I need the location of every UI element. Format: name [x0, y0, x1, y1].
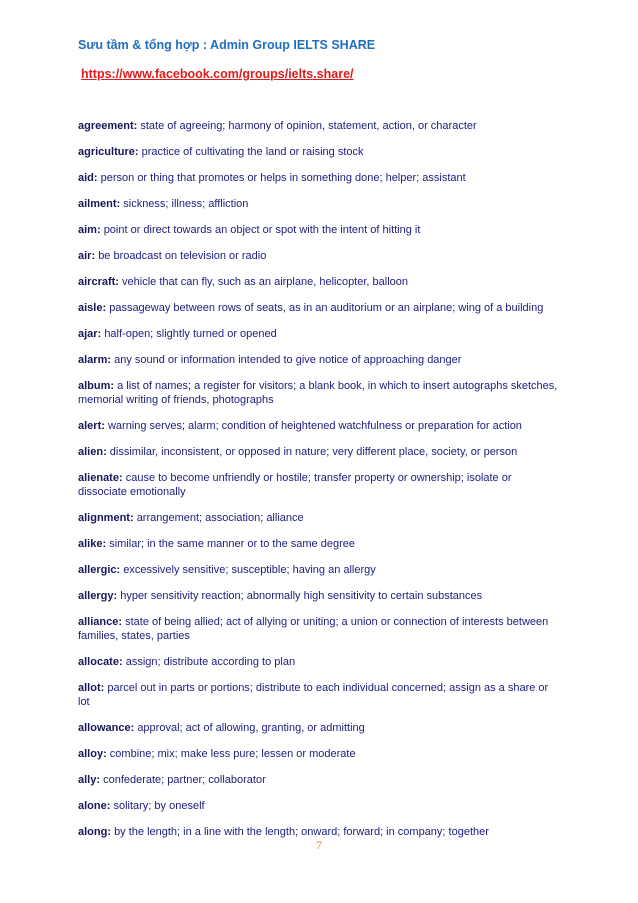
glossary-entry	[78, 721, 558, 735]
entry-term: agreement:	[78, 120, 138, 132]
entry-definition: warning serves; alarm; condition of heightened watchfulness or preparation for action	[107, 420, 522, 432]
glossary-entry	[78, 379, 558, 407]
entry-term: alien:	[78, 446, 107, 458]
entry-definition: by the length; in a line with the length; onward; forward; in company; together	[114, 826, 489, 838]
entry-term: allot:	[78, 682, 105, 694]
entry-term: aisle:	[78, 302, 107, 314]
entry-term: aid:	[78, 172, 98, 184]
entry-definition: solitary; by oneself	[113, 800, 205, 812]
glossary-entry	[78, 223, 558, 237]
entry-definition: arrangement; association; alliance	[136, 512, 304, 524]
entry-term: ailment:	[78, 198, 121, 210]
entry-term: alliance:	[78, 616, 123, 628]
source-credit	[78, 38, 375, 52]
entry-definition: parcel out in parts or portions; distribute to each individual concerned; assign as a share or lot	[78, 682, 549, 708]
entry-definition: point or direct towards an object or spot with the intent of hitting it	[103, 224, 421, 236]
glossary-entry	[78, 563, 558, 577]
glossary-entry	[78, 249, 558, 263]
entry-definition: be broadcast on television or radio	[98, 250, 267, 262]
glossary-entry	[78, 301, 558, 315]
entry-definition: practice of cultivating the land or raising stock	[141, 146, 364, 158]
entry-definition: approval; act of allowing, granting, or admitting	[137, 722, 365, 734]
entry-definition: confederate; partner; collaborator	[103, 774, 266, 786]
entry-term: alignment:	[78, 512, 134, 524]
entry-definition: sickness; illness; affliction	[123, 198, 249, 210]
entry-definition: half-open; slightly turned or opened	[104, 328, 277, 340]
glossary-entry	[78, 511, 558, 525]
glossary-entry	[78, 747, 558, 761]
source-prefix: Sưu tầm & tổng hợp :	[78, 38, 211, 52]
glossary-entry	[78, 681, 558, 709]
source-name: Admin Group IELTS SHARE	[210, 38, 376, 52]
glossary-entry	[78, 537, 558, 551]
entry-definition: dissimilar, inconsistent, or opposed in nature; very different place, society, or person	[109, 446, 518, 458]
entry-term: aircraft:	[78, 276, 119, 288]
glossary-entry	[78, 825, 558, 839]
entry-term: allocate:	[78, 656, 123, 668]
entry-term: ally:	[78, 774, 101, 786]
glossary-entry	[78, 171, 558, 185]
entry-definition: excessively sensitive; susceptible; having an allergy	[123, 564, 376, 576]
entry-definition: any sound or information intended to give notice of approaching danger	[114, 354, 462, 366]
glossary-list	[78, 119, 558, 851]
entry-term: alienate:	[78, 472, 123, 484]
entry-definition: cause to become unfriendly or hostile; transfer property or ownership; isolate or dissociate emotionally	[78, 472, 512, 498]
entry-definition: combine; mix; make less pure; lessen or moderate	[109, 748, 356, 760]
entry-term: alarm:	[78, 354, 112, 366]
entry-term: along:	[78, 826, 111, 838]
group-link[interactable]: https://www.facebook.com/groups/ielts.share/	[81, 67, 354, 81]
entry-definition: assign; distribute according to plan	[125, 656, 296, 668]
entry-term: alloy:	[78, 748, 107, 760]
glossary-entry	[78, 353, 558, 367]
entry-definition: state of being allied; act of allying or uniting; a union or connection of interests between families, states, parties	[78, 616, 549, 642]
glossary-entry	[78, 197, 558, 211]
glossary-entry	[78, 327, 558, 341]
page-number: 7	[316, 838, 322, 852]
entry-definition: a list of names; a register for visitors; a blank book, in which to insert autographs sketches, memorial writing of friends, photographs	[78, 380, 558, 406]
entry-term: alike:	[78, 538, 107, 550]
entry-term: allergy:	[78, 590, 118, 602]
glossary-entry	[78, 145, 558, 159]
entry-term: agriculture:	[78, 146, 139, 158]
glossary-entry	[78, 275, 558, 289]
glossary-entry	[78, 615, 558, 643]
entry-term: aim:	[78, 224, 101, 236]
entry-term: allowance:	[78, 722, 135, 734]
glossary-entry	[78, 445, 558, 459]
glossary-entry	[78, 799, 558, 813]
entry-definition: person or thing that promotes or helps in something done; helper; assistant	[100, 172, 466, 184]
glossary-entry	[78, 119, 558, 133]
entry-definition: passageway between rows of seats, as in an auditorium or an airplane; wing of a building	[109, 302, 544, 314]
glossary-entry	[78, 773, 558, 787]
entry-term: ajar:	[78, 328, 102, 340]
entry-term: air:	[78, 250, 96, 262]
entry-definition: similar; in the same manner or to the same degree	[109, 538, 355, 550]
glossary-entry	[78, 655, 558, 669]
entry-definition: hyper sensitivity reaction; abnormally high sensitivity to certain substances	[120, 590, 483, 602]
glossary-entry	[78, 589, 558, 603]
glossary-entry	[78, 419, 558, 433]
entry-term: alert:	[78, 420, 105, 432]
entry-term: alone:	[78, 800, 111, 812]
entry-definition: vehicle that can fly, such as an airplane, helicopter, balloon	[122, 276, 409, 288]
entry-term: allergic:	[78, 564, 121, 576]
entry-definition: state of agreeing; harmony of opinion, statement, action, or character	[140, 120, 477, 132]
entry-term: album:	[78, 380, 115, 392]
glossary-entry	[78, 471, 558, 499]
